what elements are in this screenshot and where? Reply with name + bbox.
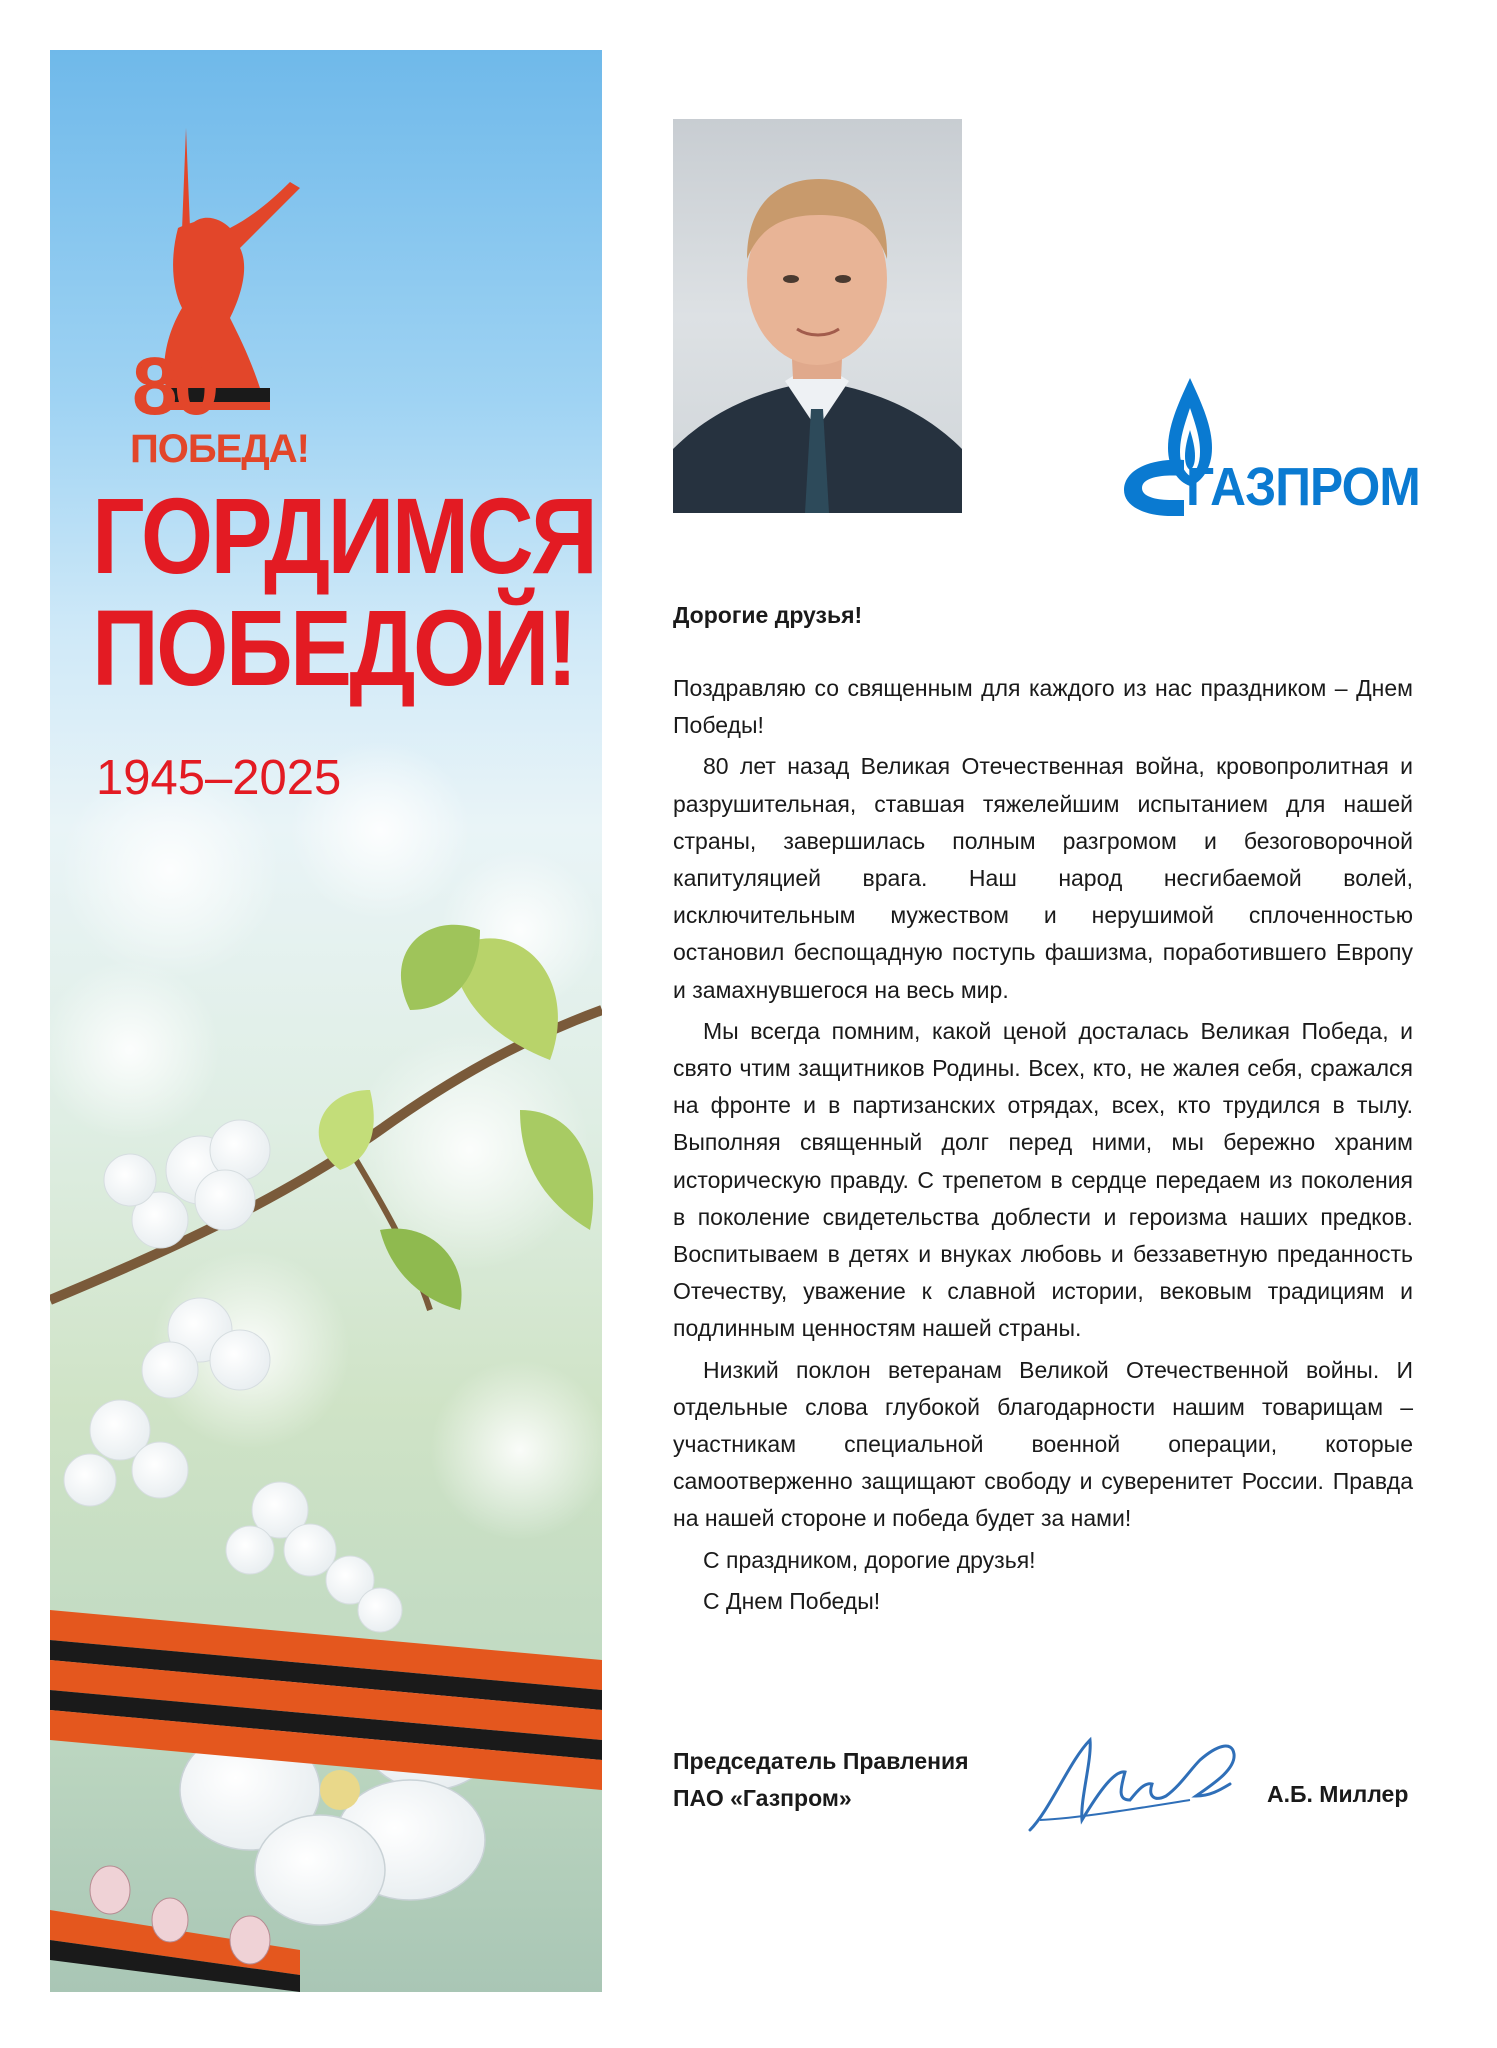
emblem-number: 80 (132, 341, 216, 432)
letter-paragraph: С Днем Победы! (703, 1587, 881, 1614)
letter-paragraph: Мы всегда помним, какой ценой досталась Великая Победа, и свято чтим защитников Родины. Всех, кто, не жалея себя, сражался на фронте и в партизанских отрядах, всех, кто трудился в тылу. Выполняя священный долг перед ними, мы бережно храним историческую правду. С трепетом в сердце передаем из поколения в поколение свидетельства доблести и героизма наших предков. Воспитываем в детях и внуках любовь и беззаветную преданность Отечеству, уважение к славной истории, вековым традициям и подлинным ценностям нашей страны. (673, 1017, 1413, 1342)
victory-banner (50, 50, 602, 1992)
person-portrait-icon (673, 119, 962, 513)
letter-paragraph: Низкий поклон ветеранам Великой Отечественной войны. И отдельные слова глубокой благодарности нашим товарищам – участникам специальной военной операции, которые самоотверженно защищают свободу и суверенитет России. Правда на нашей стороне и победа будет за нами! (673, 1356, 1413, 1532)
gazprom-wordmark: ГАЗПРОМ (1186, 457, 1420, 517)
banner-headline (92, 475, 596, 708)
gazprom-logo (1120, 378, 1420, 518)
emblem-word: ПОБЕДА! (130, 427, 309, 471)
banner-years: 1945–2025 (96, 751, 342, 805)
victory-80-emblem (90, 118, 320, 471)
letter-greeting: Дорогие друзья! (673, 602, 863, 628)
letter-paragraph: 80 лет назад Великая Отечественная война, кровопролитная и разрушительная, ставшая тяжелейшим испытанием для нашей страны, завершилась полным разгромом и безоговорочной капитуляцией врага. Наш народ несгибаемой волей, исключительным мужеством и нерушимой сплоченностью остановил беспощадную поступь фашизма, поработившего Европу и замахнувшегося на весь мир. (673, 753, 1413, 1003)
letter-paragraph: С праздником, дорогие друзья! (703, 1546, 1036, 1573)
signer-title (673, 1743, 969, 1817)
letter-body (673, 670, 1413, 1624)
portrait-photo (673, 119, 962, 513)
letter-paragraph: Поздравляю со священным для каждого из нас праздником – Днем Победы! (673, 675, 1413, 739)
signer-title-line-2: ПАО «Газпром» (673, 1785, 852, 1811)
headline-line-2: ПОБЕДОЙ! (92, 587, 576, 708)
headline-line-1: ГОРДИМСЯ (92, 475, 596, 596)
signer-title-line-1: Председатель Правления (673, 1748, 969, 1774)
signer-name: А.Б. Миллер (1267, 1781, 1409, 1807)
handwritten-signature (1020, 1700, 1240, 1850)
